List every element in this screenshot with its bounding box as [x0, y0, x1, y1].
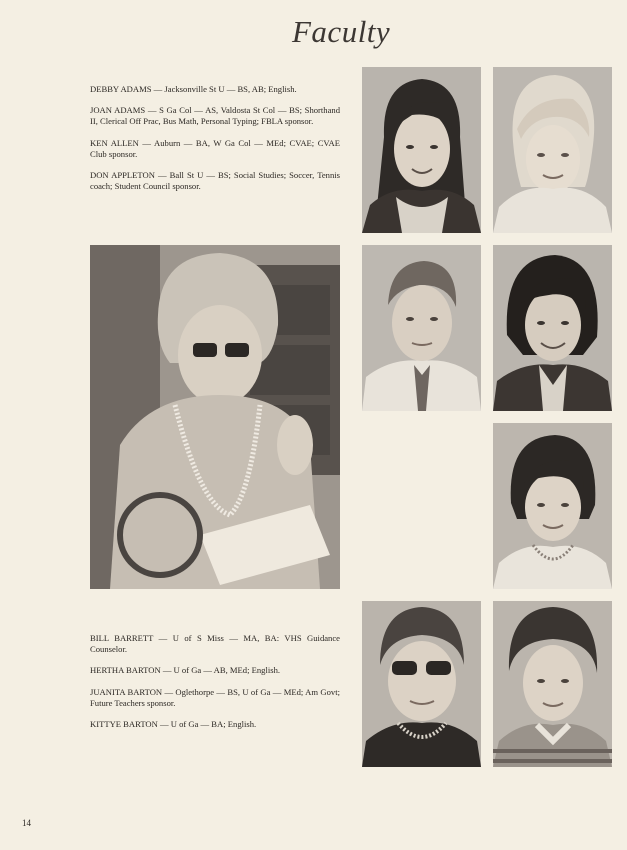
- bio-juanita-barton: JUANITA BARTON — Oglethorpe — BS, U of Ga — MEd; Am Govt; Future Teachers sponsor.: [90, 686, 340, 708]
- portrait-hertha-barton: [362, 601, 481, 767]
- portrait-joan-adams: [493, 67, 612, 233]
- portrait-bill-barrett: [493, 423, 612, 589]
- page-number: 14: [22, 818, 31, 828]
- bio-joan-adams: JOAN ADAMS — S Ga Col — AS, Valdosta St Col — BS; Shorthand II, Clerical Off Prac, Bus Math, Personal Typing; FBLA sponsor.: [90, 105, 340, 127]
- bio-don-appleton: DON APPLETON — Ball St U — BS; Social Studies; Soccer, Tennis coach; Student Council sponsor.: [90, 170, 340, 192]
- bio-list-bottom: [90, 633, 340, 740]
- candid-photo-teacher-reading: [90, 245, 340, 589]
- bio-list-top: [90, 84, 340, 202]
- portrait-don-appleton: [493, 245, 612, 411]
- portrait-image: [362, 67, 481, 233]
- bio-kittye-barton: KITTYE BARTON — U of Ga — BA; English.: [90, 719, 257, 730]
- portrait-ken-allen: [362, 245, 481, 411]
- portrait-juanita-barton: [493, 601, 612, 767]
- portrait-image: [493, 423, 612, 589]
- portrait-image: [493, 67, 612, 233]
- bio-ken-allen: KEN ALLEN — Auburn — BA, W Ga Col — MEd; CVAE; CVAE Club sponsor.: [90, 137, 340, 159]
- bio-bill-barrett: BILL BARRETT — U of S Miss — MA, BA: VHS Guidance Counselor.: [90, 633, 340, 655]
- portrait-image: [362, 245, 481, 411]
- portrait-image: [493, 245, 612, 411]
- portrait-image: [362, 601, 481, 767]
- candid-image: [90, 245, 340, 589]
- portrait-debby-adams: [362, 67, 481, 233]
- portrait-image: [493, 601, 612, 767]
- bio-debby-adams: DEBBY ADAMS — Jacksonville St U — BS, AB; English.: [90, 84, 297, 94]
- page-title: Faculty: [292, 14, 391, 49]
- bio-hertha-barton: HERTHA BARTON — U of Ga — AB, MEd; English.: [90, 665, 281, 676]
